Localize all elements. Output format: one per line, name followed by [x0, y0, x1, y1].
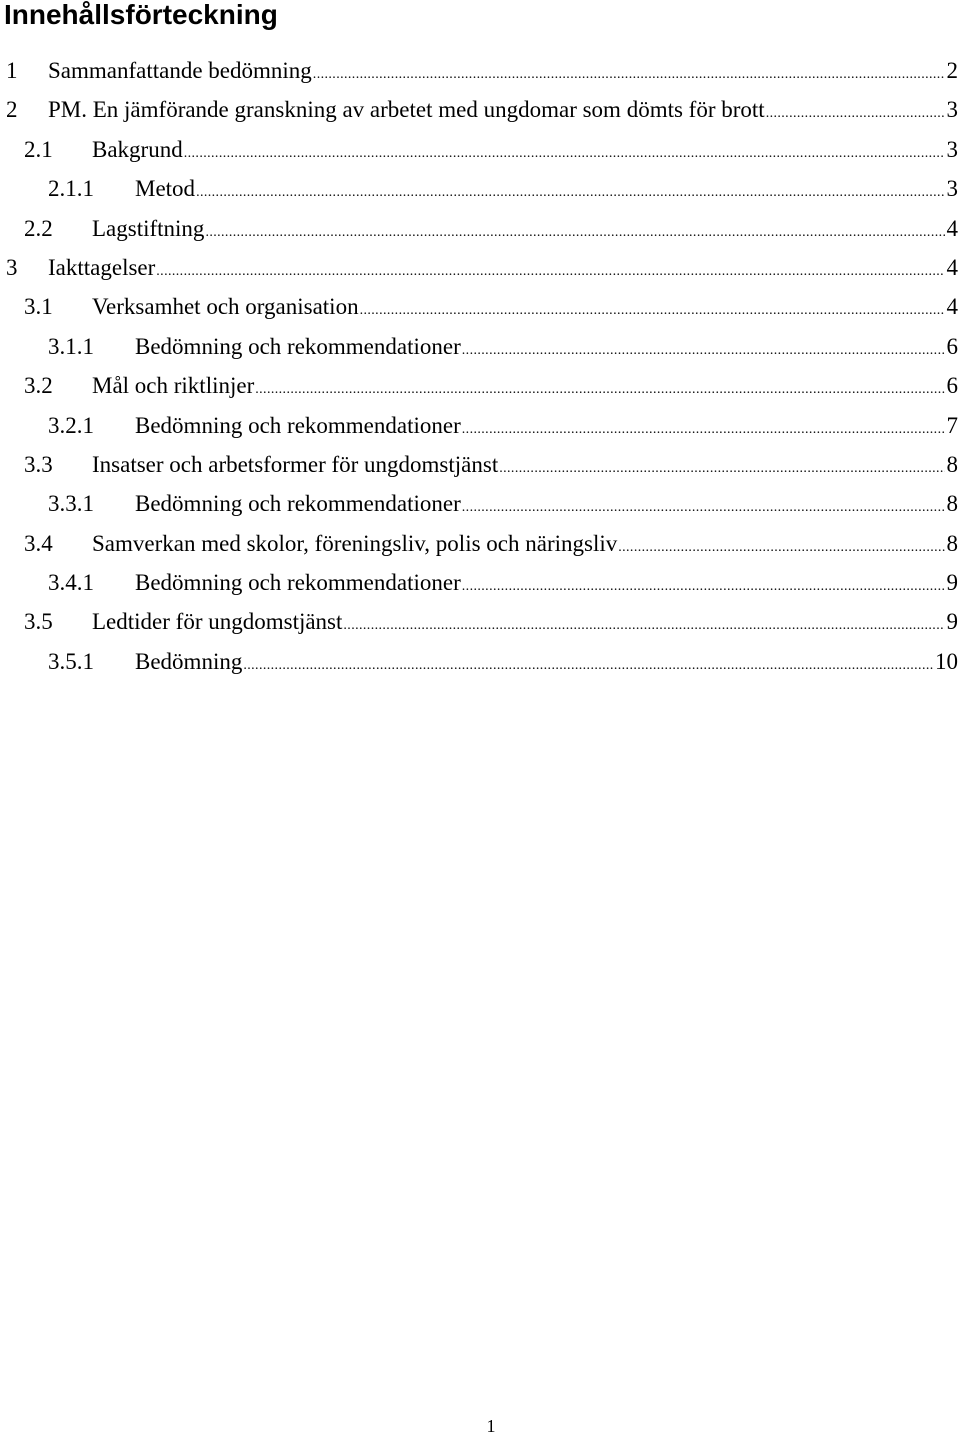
toc-entry-page: 4: [946, 254, 958, 280]
toc-entry-number: 2.1: [24, 136, 53, 162]
toc-entry-page: 9: [946, 570, 958, 596]
toc-list: [0, 51, 960, 681]
toc-entry-page: 7: [946, 412, 958, 438]
toc-entry-number: 3: [6, 254, 18, 280]
dot-leader: [462, 410, 945, 449]
page-number: 1: [486, 1416, 496, 1436]
toc-entry[interactable]: [0, 366, 960, 405]
toc-entry-page: 6: [946, 373, 958, 399]
toc-entry-number: 3.2: [24, 373, 53, 399]
toc-entry-page: 8: [946, 451, 958, 477]
toc-entry-page: 9: [946, 609, 958, 635]
toc-entry-title: Bedömning och rekommendationer: [135, 412, 461, 438]
dot-leader: [255, 370, 944, 409]
toc-entry-page: 10: [935, 648, 958, 674]
toc-entry-number: 3.1: [24, 294, 53, 320]
toc-title: Innehållsförteckning: [4, 0, 278, 30]
dot-leader: [205, 213, 944, 252]
toc-entry-number: 2: [6, 97, 18, 123]
toc-entry-number: 3.1.1: [48, 333, 94, 359]
toc-entry[interactable]: [0, 563, 960, 602]
toc-entry-title: Bedömning och rekommendationer: [135, 333, 461, 359]
toc-entry[interactable]: [0, 130, 960, 169]
toc-entry[interactable]: [0, 287, 960, 326]
toc-entry-title: Samverkan med skolor, föreningsliv, polis och näringsliv: [92, 530, 618, 556]
dot-leader: [343, 606, 944, 645]
toc-entry[interactable]: [0, 445, 960, 484]
toc-entry-title: Metod: [135, 176, 196, 202]
toc-entry-title: Bedömning: [135, 648, 243, 674]
toc-entry-number: 3.2.1: [48, 412, 94, 438]
dot-leader: [313, 55, 945, 94]
toc-entry-title: Bedömning och rekommendationer: [135, 491, 461, 517]
toc-entry[interactable]: [0, 90, 960, 129]
toc-entry-title: Mål och riktlinjer: [92, 373, 255, 399]
dot-leader: [618, 528, 944, 567]
toc-entry-page: 3: [946, 97, 958, 123]
toc-entry-title: Verksamhet och organisation: [92, 294, 359, 320]
toc-entry[interactable]: [0, 248, 960, 287]
toc-entry[interactable]: [0, 642, 960, 681]
toc-entry[interactable]: [0, 602, 960, 641]
toc-entry-page: 4: [946, 294, 958, 320]
toc-entry-title: Iakttagelser: [48, 254, 156, 280]
toc-entry-title: PM. En jämförande granskning av arbetet med ungdomar som dömts för brott: [48, 97, 765, 123]
toc-entry[interactable]: [0, 524, 960, 563]
toc-entry-number: 3.5: [24, 609, 53, 635]
dot-leader: [196, 173, 944, 212]
dot-leader: [499, 449, 944, 488]
toc-entry[interactable]: [0, 484, 960, 523]
toc-entry[interactable]: [0, 209, 960, 248]
dot-leader: [462, 567, 945, 606]
dot-leader: [156, 252, 944, 291]
toc-entry-number: 1: [6, 58, 18, 83]
toc-entry-number: 2.2: [24, 215, 53, 241]
toc-entry-page: 6: [946, 333, 958, 359]
toc-entry[interactable]: [0, 51, 960, 90]
toc-entry[interactable]: [0, 406, 960, 445]
toc-entry[interactable]: [0, 327, 960, 366]
dot-leader: [360, 291, 945, 330]
toc-entry-title: Lagstiftning: [92, 215, 205, 241]
toc-entry-number: 2.1.1: [48, 176, 94, 202]
toc-entry-title: Ledtider för ungdomstjänst: [92, 609, 343, 635]
toc-entry-number: 3.3: [24, 451, 53, 477]
toc-entry-title: Insatser och arbetsformer för ungdomstjänst: [92, 451, 499, 477]
toc-entry-page: 8: [946, 491, 958, 517]
toc-entry-number: 3.5.1: [48, 648, 94, 674]
toc-entry-page: 2: [946, 58, 958, 83]
toc-entry-number: 3.4: [24, 530, 53, 556]
dot-leader: [243, 646, 933, 685]
toc-entry-title: Bakgrund: [92, 136, 183, 162]
toc-entry-title: Bedömning och rekommendationer: [135, 570, 461, 596]
toc-entry-number: 3.4.1: [48, 570, 94, 596]
dot-leader: [462, 331, 945, 370]
dot-leader: [184, 134, 945, 173]
toc-entry-page: 4: [946, 215, 958, 241]
toc-entry-number: 3.3.1: [48, 491, 94, 517]
toc-entry-title: Sammanfattande bedömning: [48, 58, 312, 83]
toc-entry[interactable]: [0, 169, 960, 208]
toc-entry-page: 3: [946, 176, 958, 202]
dot-leader: [766, 94, 945, 133]
toc-entry-page: 3: [946, 136, 958, 162]
dot-leader: [462, 488, 945, 527]
toc-entry-page: 8: [946, 530, 958, 556]
